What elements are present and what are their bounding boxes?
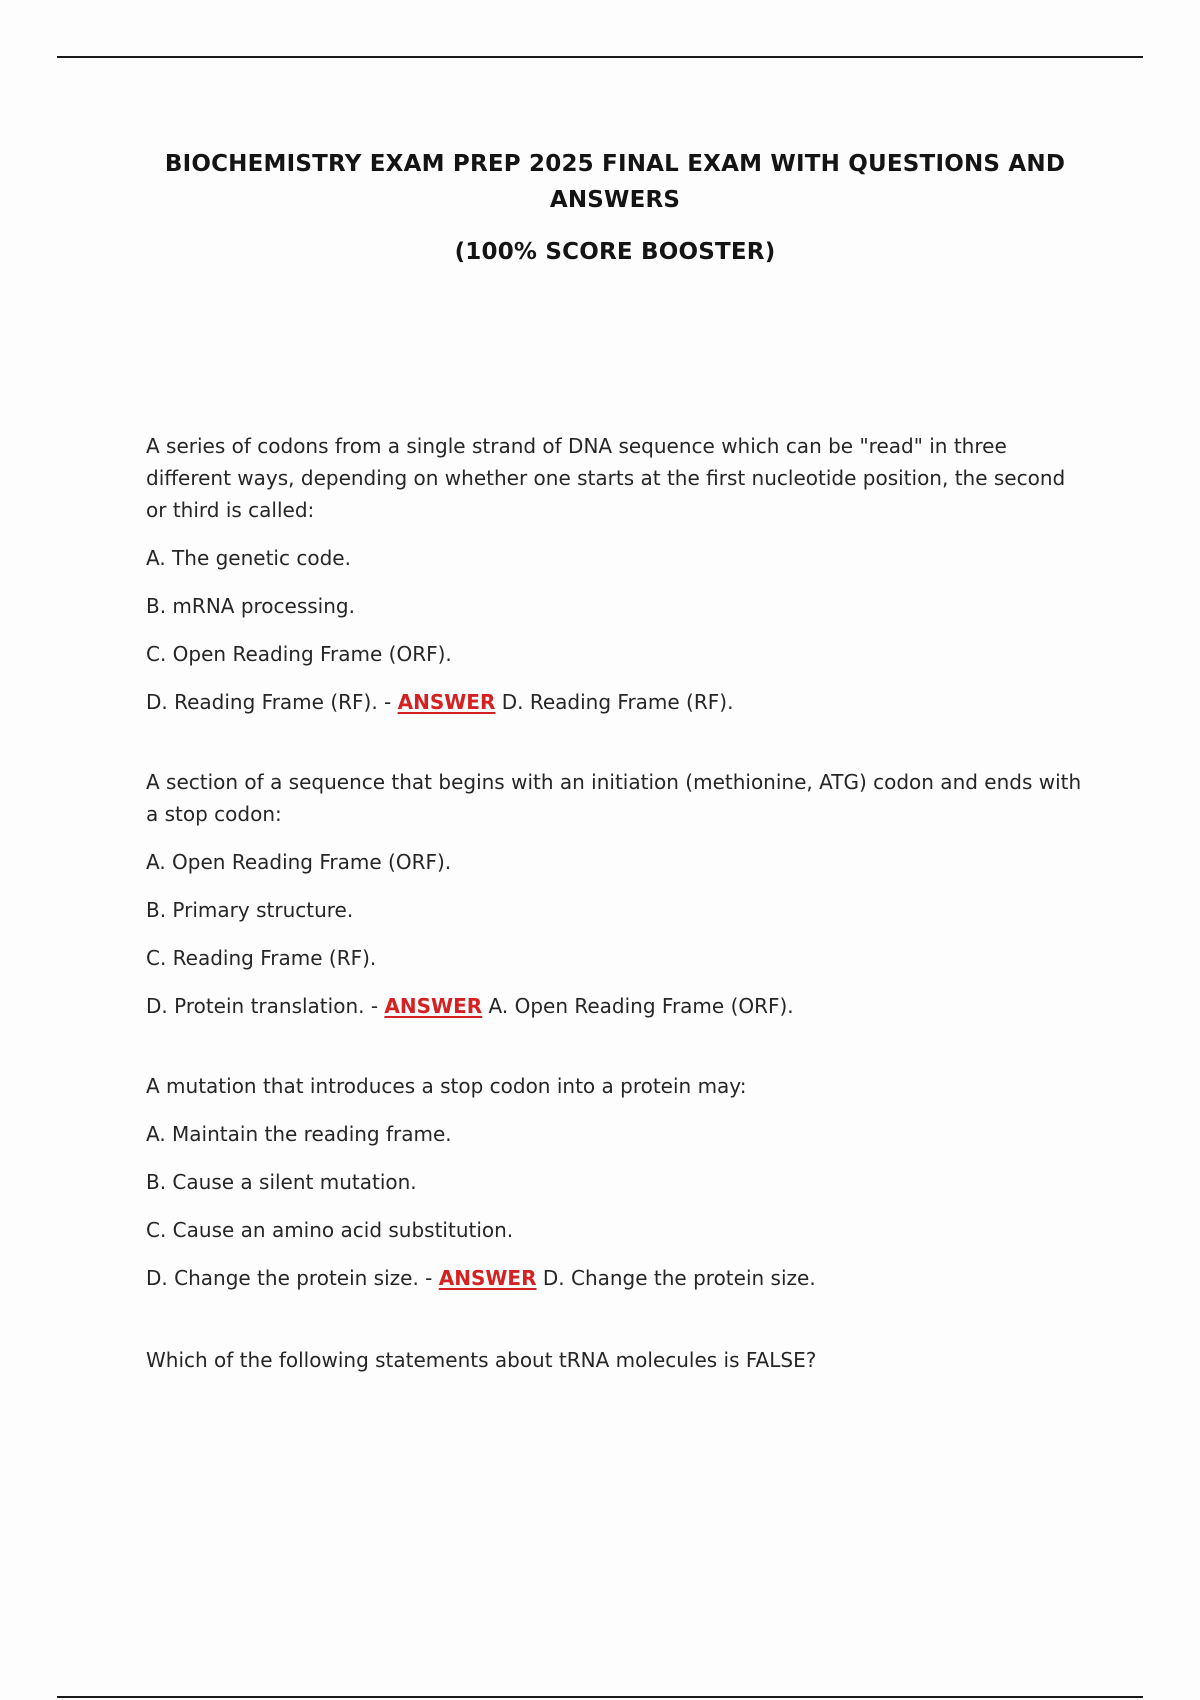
question-3 bbox=[146, 1070, 1086, 1294]
question-2-option-a: A. Open Reading Frame (ORF). bbox=[146, 850, 452, 874]
question-1-option-d: D. Reading Frame (RF). - bbox=[146, 690, 398, 714]
question-3-option-d-with-answer bbox=[146, 1262, 1086, 1294]
question-4-text: Which of the following statements about tRNA molecules is FALSE? bbox=[146, 1348, 817, 1372]
question-1-answer: D. Reading Frame (RF). bbox=[501, 690, 734, 714]
exam-content bbox=[146, 430, 1086, 1376]
question-1 bbox=[146, 430, 1086, 718]
question-1-text: A series of codons from a single strand of DNA sequence which can be "read" in three different ways, depending on whether one starts at the first nucleotide position, the second or third is called: bbox=[146, 434, 1066, 522]
document-title-line-1: BIOCHEMISTRY EXAM PREP 2025 FINAL EXAM WITH QUESTIONS AND bbox=[164, 151, 1066, 177]
question-2-option-d-with-answer bbox=[146, 990, 1086, 1022]
question-3-option-b: B. Cause a silent mutation. bbox=[146, 1170, 417, 1194]
question-2-option-d: D. Protein translation. - bbox=[146, 994, 385, 1018]
question-2-text: A section of a sequence that begins with an initiation (methionine, ATG) codon and ends with a stop codon: bbox=[146, 770, 1082, 826]
question-2-answer: A. Open Reading Frame (ORF). bbox=[488, 994, 794, 1018]
question-1-option-d-with-answer bbox=[146, 686, 1086, 718]
document-subtitle: (100% SCORE BOOSTER) bbox=[454, 239, 776, 265]
question-3-answer: D. Change the protein size. bbox=[542, 1266, 816, 1290]
question-3-option-c: C. Cause an amino acid substitution. bbox=[146, 1218, 514, 1242]
answer-label: ANSWER bbox=[397, 690, 496, 714]
document-title-block bbox=[140, 146, 1090, 270]
question-2-option-b: B. Primary structure. bbox=[146, 898, 354, 922]
question-1-option-a: A. The genetic code. bbox=[146, 546, 351, 570]
answer-label: ANSWER bbox=[384, 994, 483, 1018]
question-3-option-d: D. Change the protein size. - bbox=[146, 1266, 439, 1290]
document-title-line-2: ANSWERS bbox=[549, 187, 681, 213]
header-rule bbox=[57, 56, 1143, 58]
question-1-option-b: B. mRNA processing. bbox=[146, 594, 355, 618]
question-2-option-c: C. Reading Frame (RF). bbox=[146, 946, 377, 970]
question-3-text: A mutation that introduces a stop codon into a protein may: bbox=[146, 1074, 747, 1098]
question-1-option-c: C. Open Reading Frame (ORF). bbox=[146, 642, 452, 666]
question-3-option-a: A. Maintain the reading frame. bbox=[146, 1122, 452, 1146]
question-2 bbox=[146, 766, 1086, 1022]
answer-label: ANSWER bbox=[438, 1266, 537, 1290]
question-4 bbox=[146, 1344, 1086, 1376]
footer-rule bbox=[57, 1696, 1143, 1698]
